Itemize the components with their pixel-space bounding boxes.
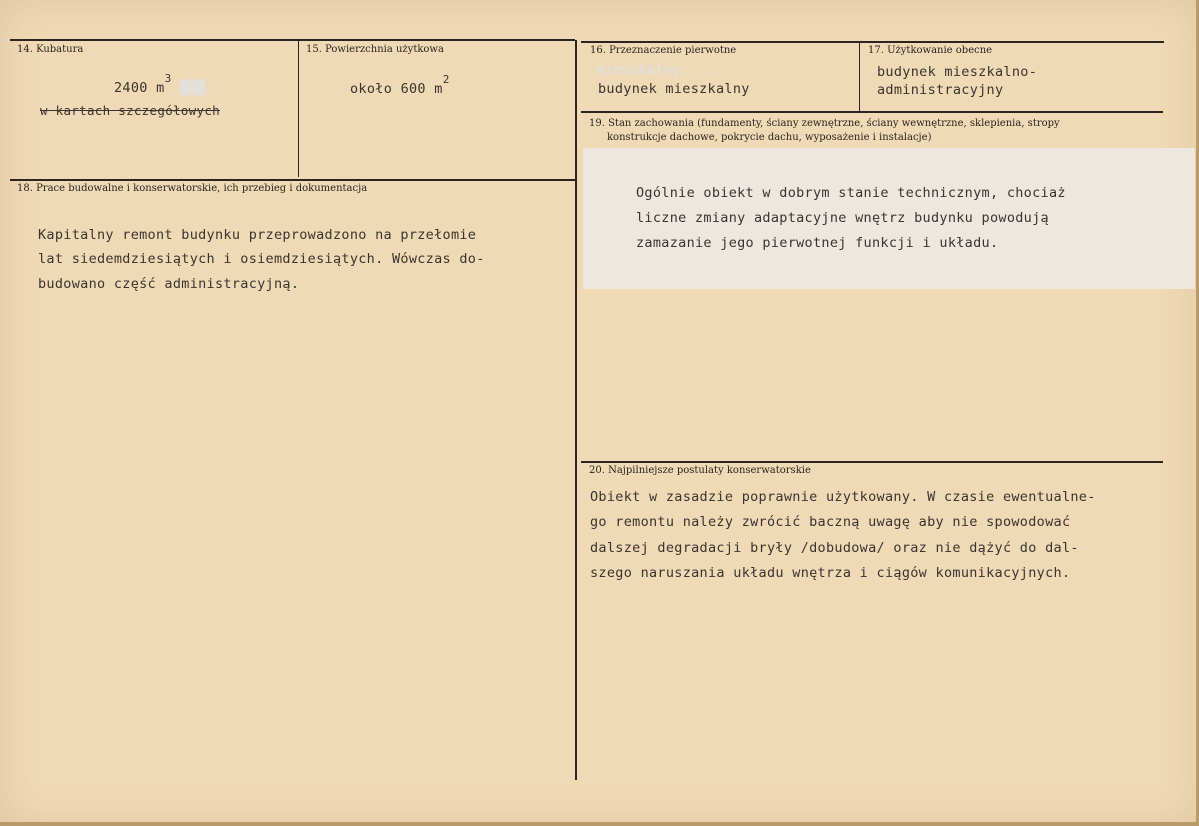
erased-mark: ▓▓▓ · (171, 80, 223, 96)
field-19-line-1: Ogólnie obiekt w dobrym stanie technicznym, chociaż (636, 185, 1066, 201)
field-14-label: 14. Kubatura (17, 44, 84, 55)
field-19-line-3: zamazanie jego pierwotnej funkcji i układu. (636, 235, 999, 251)
field-17-label: 17. Użytkowanie obecne (868, 45, 993, 56)
field-18-line-2: lat siedemdziesiątych i osiemdziesiątych. Wówczas do- (38, 251, 485, 267)
field-20-line-4: szego naruszania układu wnętrza i ciągów komunikacyjnych. (590, 565, 1071, 581)
field-19-label-line1: 19. Stan zachowania (fundamenty, ściany zewnętrzne, ściany wewnętrzne, sklepienia, stropy (589, 118, 1060, 129)
top-rule-right (581, 41, 1164, 43)
field-14-unit-sup: 3 (164, 72, 172, 85)
field-18-line-3: budowano część administracyjną. (38, 276, 300, 292)
field-15-number: około 600 m (350, 81, 443, 97)
field-20-line-2: go remontu należy zwrócić baczną uwagę aby nie spowodować (590, 514, 1071, 530)
divider-14-15 (298, 40, 299, 177)
field-19-line-2: liczne zmiany adaptacyjne wnętrz budynku powodują (636, 210, 1049, 226)
field-16-value: budynek mieszkalny (598, 81, 750, 97)
field-18-label: 18. Prace budowalne i konserwatorskie, ich przebieg i dokumentacja (17, 183, 368, 194)
paper-bottom-edge (0, 822, 1199, 826)
field-18-line-1: Kapitalny remont budynku przeprowadzono na przełomie (38, 227, 477, 243)
divider-16-17 (859, 42, 860, 112)
field-15-value (350, 73, 450, 103)
field-14-number: 2400 m (114, 80, 165, 96)
rule-above-18 (10, 179, 576, 181)
rule-above-20 (581, 461, 1163, 463)
field-20-label: 20. Najpilniejsze postulaty konserwatorskie (589, 465, 811, 476)
field-15-unit-sup: 2 (442, 73, 450, 86)
top-rule-left (10, 39, 575, 41)
field-17-line1: budynek mieszkalno- (877, 64, 1038, 80)
field-16-label: 16. Przeznaczenie pierwotne (590, 45, 737, 56)
field-19-label-line2: konstrukcje dachowe, pokrycie dachu, wyposażenie i instalacje) (607, 132, 932, 143)
field-20-line-3: dalszej degradacji bryły /dobudowa/ oraz nie dążyć do dal- (590, 540, 1079, 556)
field-20-line-1: Obiekt w zasadzie poprawnie użytkowany. W czasie ewentualne- (590, 489, 1096, 505)
field-14-note: w kartach szczegółowych (40, 103, 220, 118)
field-15-label: 15. Powierzchnia użytkowa (306, 44, 444, 55)
field-16-erased: mieszkalny, ... (596, 62, 723, 78)
divider-main (575, 40, 577, 780)
field-17-line2: administracyjny (877, 82, 1004, 98)
rule-above-19 (581, 111, 1163, 113)
